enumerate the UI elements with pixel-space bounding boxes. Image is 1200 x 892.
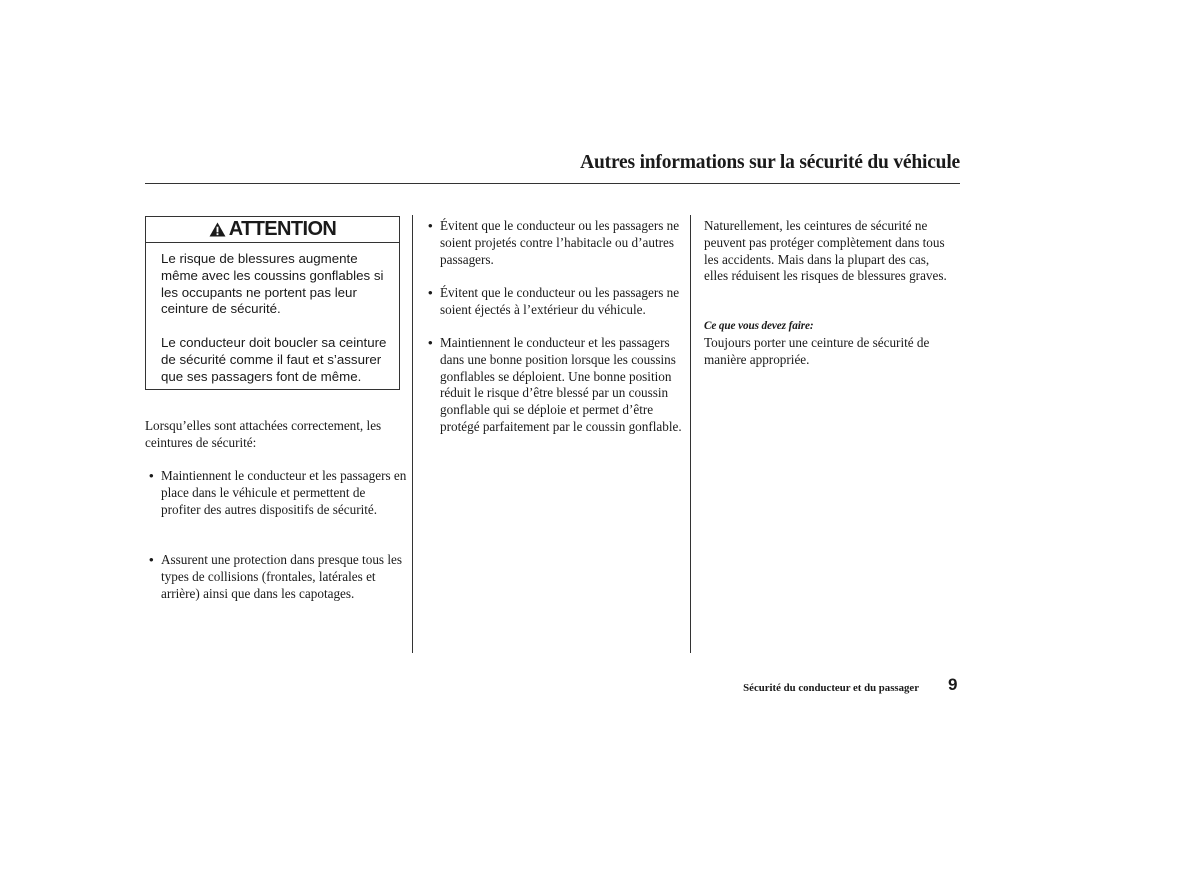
title-rule [145,183,960,184]
list-item-text: Évitent que le conducteur ou les passagers ne soient éjectés à l’extérieur du véhicule. [440,285,680,317]
footer-section-title: Sécurité du conducteur et du passager [743,682,919,694]
list-item-text: Évitent que le conducteur ou les passagers ne soient projetés contre l’habitacle ou d’autres passagers. [440,218,680,267]
bullet-icon: • [149,552,154,567]
list-item [428,285,688,319]
bullet-icon: • [428,218,433,233]
column3-subhead: Ce que vous devez faire: [704,320,814,332]
warning-paragraph: Le risque de blessures augmente même avec les coussins gonflables si les occupants ne portent pas leur ceinture de sécurité. [161,251,384,317]
warning-box [145,216,400,390]
page-title: Autres informations sur la sécurité du véhicule [580,152,960,173]
warning-title: ATTENTION [228,218,337,240]
warning-paragraph: Le conducteur doit boucler sa ceinture de sécurité comme il faut et s’assurer que ses passagers font de même. [161,335,387,384]
page-number: 9 [948,675,958,694]
column3-paragraph: Naturellement, les ceintures de sécurité ne peuvent pas protéger complètement dans tous les accidents. Mais dans la plupart des cas, elles réduisent les risques de blessures graves. [704,218,947,284]
list-item [428,335,688,436]
column-divider-left [412,215,413,653]
list-item-text: Assurent une protection dans presque tous les types de collisions (frontales, latérales et arrière) ainsi que dans les capotages. [161,552,402,601]
warning-triangle-icon [209,222,226,237]
list-item-text: Maintiennent le conducteur et les passagers en place dans le véhicule et permettent de profiter des autres dispositifs de sécurité. [161,468,407,517]
column1-intro: Lorsqu’elles sont attachées correctement, les ceintures de sécurité: [145,418,382,450]
bullet-icon: • [428,335,433,350]
list-item [149,552,407,602]
list-item [428,218,688,268]
list-item [149,468,407,518]
column-divider-right [690,215,691,653]
list-item-text: Maintiennent le conducteur et les passagers dans une bonne position lorsque les coussins gonflables se déploient. Une bonne position réduit le risque d’être blessé par un coussin gonflable qui se déploie et permet d’être protégé parfaitement par le coussin gonflable. [440,335,682,434]
warning-header [146,217,399,243]
bullet-icon: • [149,468,154,483]
column3-instruction: Toujours porter une ceinture de sécurité de manière appropriée. [704,335,930,367]
bullet-icon: • [428,285,433,300]
